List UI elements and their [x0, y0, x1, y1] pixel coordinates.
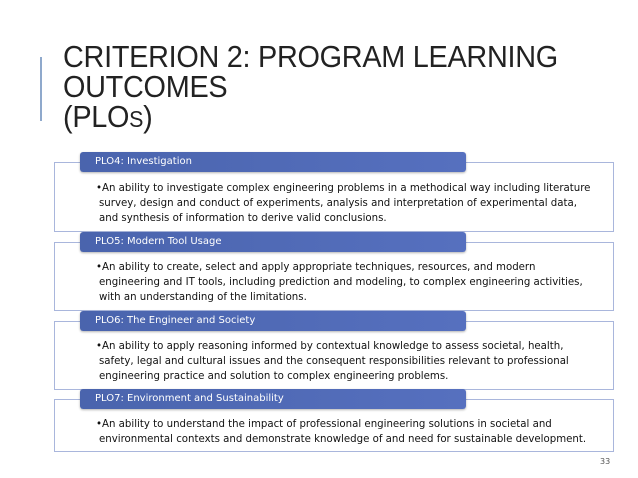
title-line-3: (PLOS): [63, 99, 153, 134]
plo6-heading: PLO6: The Engineer and Society: [80, 311, 466, 331]
title-accent-line: [40, 57, 42, 121]
plo4-heading: PLO4: Investigation: [80, 152, 466, 172]
plo7-heading: PLO7: Environment and Sustainability: [80, 389, 466, 409]
plo6-text: •An ability to apply reasoning informed by contextual knowledge to assess societal, health, safety, legal and cultural issues and the consequent responsibilities relevant to professional engineering practice and solution to complex engineering problems.: [96, 341, 569, 382]
plo5-heading: PLO5: Modern Tool Usage: [80, 232, 466, 252]
plo7-text: •An ability to understand the impact of professional engineering solutions in societal and environmental contexts and demonstrate knowledge of and need for sustainable development.: [96, 419, 587, 445]
title-line-2: OUTCOMES: [63, 69, 228, 104]
slide-title: [63, 39, 558, 134]
title-line-1: CRITERION 2: PROGRAM LEARNING: [63, 39, 558, 74]
page-number: 33: [600, 457, 611, 466]
plo4-text: •An ability to investigate complex engineering problems in a methodical way including literature survey, design and conduct of experiments, analysis and interpretation of experimental data, and synthesis of information to derive valid conclusions.: [96, 183, 591, 224]
plo5-text: •An ability to create, select and apply appropriate techniques, resources, and modern engineering and IT tools, including prediction and modeling, to complex engineering activities, with an understanding of the limitations.: [96, 262, 583, 303]
